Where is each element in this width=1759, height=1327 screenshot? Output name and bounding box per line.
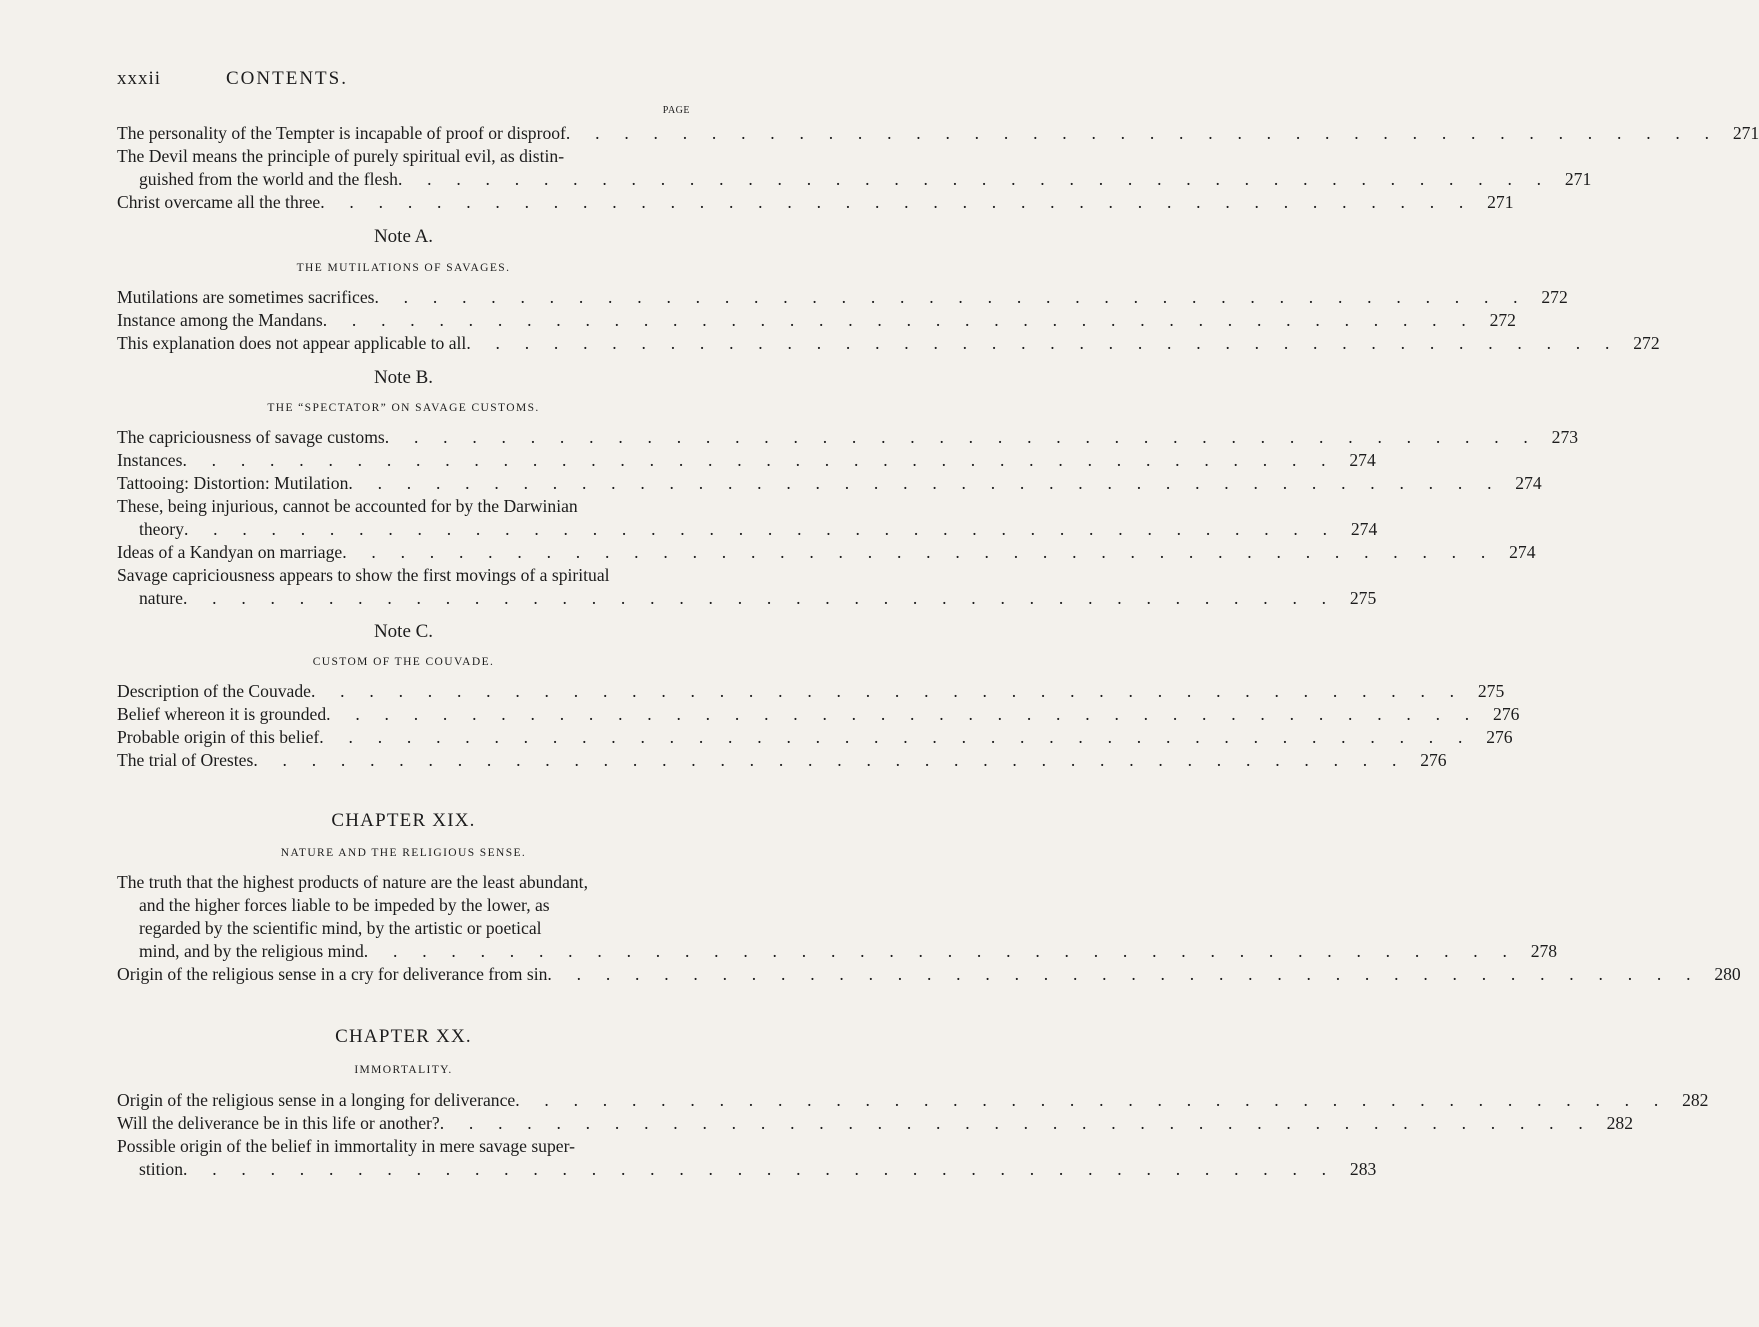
entry-line xyxy=(117,1112,1633,1135)
entry-text: mind, and by the religious mind xyxy=(139,941,364,961)
page-ref: 271 xyxy=(1487,192,1514,212)
entry-line xyxy=(117,332,1660,355)
page-ref: 282 xyxy=(1606,1113,1633,1133)
note-a-heading: Note A. xyxy=(373,226,434,247)
toc-entry xyxy=(117,495,1378,541)
page-ref: 282 xyxy=(1682,1090,1709,1110)
chapter-19-heading: CHAPTER XIX. xyxy=(331,810,476,831)
entry-line xyxy=(117,963,1741,986)
page-ref: 274 xyxy=(1349,450,1376,470)
toc-entry xyxy=(117,286,1568,309)
dot-leader: . . . . . . . . . . . . . . . . . . . . . . . . . . . . . . . . . . . . . . . . xyxy=(397,169,1552,189)
entry-line xyxy=(117,1089,1709,1112)
toc-entry xyxy=(117,1089,1709,1112)
toc-entry xyxy=(117,449,1376,472)
toc-entry xyxy=(117,564,1377,610)
page-number: xxxii xyxy=(117,68,162,89)
entry-text: Description of the Couvade xyxy=(117,681,311,701)
entry-text: guished from the world and the flesh xyxy=(139,169,398,189)
entry-text: Ideas of a Kandyan on marriage xyxy=(117,542,343,562)
dot-leader: . . . . . . . . . . . . . . . . . . . . . . . . . . . . . . . . . . . . . . . . xyxy=(342,542,1496,562)
entry-line xyxy=(117,122,1759,145)
entry-text: The trial of Orestes xyxy=(117,750,254,770)
dot-leader: . . . . . . . . . . . . . . . . . . . . . . . . . . . . . . . . . . . . . . . . xyxy=(310,681,1465,701)
entry-line xyxy=(117,587,1377,610)
page-column-label: PAGE xyxy=(662,105,690,116)
page-ref: 274 xyxy=(1350,519,1378,539)
entry-line xyxy=(117,518,1378,541)
entry-text: Instance among the Mandans xyxy=(117,310,323,330)
page-ref: 276 xyxy=(1493,704,1520,724)
dot-leader: . . . . . . . . . . . . . . . . . . . . . . . . . . . . . . . . . . . . . . . . xyxy=(322,310,1476,330)
toc-entry xyxy=(117,703,1520,726)
entry-text: regarded by the scientific mind, by the artistic or poetical xyxy=(139,918,542,938)
dot-leader: . . . . . . . . . . . . . . . . . . . . . . . . . . . . . . . . . . . . . . . . xyxy=(183,1159,1337,1179)
toc-entry xyxy=(117,332,1660,355)
entry-line xyxy=(117,449,1376,472)
toc-entry xyxy=(117,749,1447,772)
note-a-subheading: THE MUTILATIONS OF SAVAGES. xyxy=(296,262,511,274)
dot-leader: . . . . . . . . . . . . . . . . . . . . . . . . . . . . . . . . . . . . . . . . xyxy=(439,1113,1593,1133)
entry-line xyxy=(117,426,1579,449)
entry-text: Mutilations are sometimes sacrifices xyxy=(117,287,375,307)
running-title: CONTENTS. xyxy=(226,68,348,89)
entry-text: stition xyxy=(139,1159,183,1179)
entry-line xyxy=(117,940,1558,963)
toc-entry xyxy=(117,145,1592,191)
entry-text: Savage capriciousness appears to show the first movings of a spiritual xyxy=(117,565,610,585)
dot-leader: . . . . . . . . . . . . . . . . . . . . . . . . . . . . . . . . . . . . . . . . xyxy=(253,750,1407,770)
entry-text: Possible origin of the belief in immortality in mere savage super- xyxy=(117,1136,575,1156)
dot-leader: . . . . . . . . . . . . . . . . . . . . . . . . . . . . . . . . . . . . . . . . xyxy=(182,588,1337,608)
page-ref: 272 xyxy=(1489,310,1516,330)
toc-entry xyxy=(117,472,1542,495)
entry-line xyxy=(117,191,1514,214)
entry-text: Christ overcame all the three xyxy=(117,192,321,212)
dot-leader: . . . . . . . . . . . . . . . . . . . . . . . . . . . . . . . . . . . . . . . . xyxy=(384,427,1539,447)
chapter-20-subheading: IMMORTALITY. xyxy=(354,1064,453,1076)
toc-entry xyxy=(117,871,1558,963)
dot-leader: . . . . . . . . . . . . . . . . . . . . . . . . . . . . . . . . . . . . . . . . xyxy=(320,192,1474,212)
toc-entry xyxy=(117,122,1759,145)
entry-text: Probable origin of this belief xyxy=(117,727,320,747)
dot-leader: . . . . . . . . . . . . . . . . . . . . . . . . . . . . . . . . . . . . . . . . xyxy=(319,727,1473,747)
dot-leader: . . . . . . . . . . . . . . . . . . . . . . . . . . . . . . . . . . . . . . . . xyxy=(547,964,1701,984)
note-b-subheading: THE “SPECTATOR” ON SAVAGE CUSTOMS. xyxy=(267,402,540,414)
note-c-subheading: CUSTOM OF THE COUVADE. xyxy=(312,656,495,668)
entry-text: Will the deliverance be in this life or another? xyxy=(117,1113,440,1133)
dot-leader: . . . . . . . . . . . . . . . . . . . . . . . . . . . . . . . . . . . . . . . . xyxy=(363,941,1518,961)
entry-text: Belief whereon it is grounded xyxy=(117,704,327,724)
entry-text: Instances xyxy=(117,450,183,470)
entry-line xyxy=(117,309,1516,332)
entry-text: theory xyxy=(139,519,184,539)
entry-text: Origin of the religious sense in a longing for deliverance xyxy=(117,1090,516,1110)
toc-entry xyxy=(117,541,1536,564)
page-ref: 272 xyxy=(1541,287,1568,307)
entry-line xyxy=(117,726,1513,749)
page-ref: 271 xyxy=(1564,169,1592,189)
page-ref: 283 xyxy=(1349,1159,1377,1179)
page-ref: 272 xyxy=(1633,333,1660,353)
page-ref: 274 xyxy=(1509,542,1536,562)
page-ref: 273 xyxy=(1551,427,1579,447)
entry-text: Tattooing: Distortion: Mutilation xyxy=(117,473,349,493)
entry-text: nature xyxy=(139,588,183,608)
page-ref: 275 xyxy=(1349,588,1377,608)
entry-line xyxy=(117,1158,1377,1181)
page-ref: 275 xyxy=(1477,681,1505,701)
page-ref: 271 xyxy=(1732,123,1759,143)
page-ref: 278 xyxy=(1530,941,1558,961)
page-ref: 276 xyxy=(1420,750,1447,770)
toc-entry xyxy=(117,191,1514,214)
entry-line xyxy=(117,749,1447,772)
entry-text: The personality of the Tempter is incapable of proof or disproof xyxy=(117,123,566,143)
entry-text: The capriciousness of savage customs xyxy=(117,427,385,447)
page-ref: 280 xyxy=(1714,964,1741,984)
toc-entry xyxy=(117,726,1513,749)
note-b-heading: Note B. xyxy=(373,367,434,388)
entry-text: These, being injurious, cannot be accounted for by the Darwinian xyxy=(117,496,578,516)
dot-leader: . . . . . . . . . . . . . . . . . . . . . . . . . . . . . . . . . . . . . . . . xyxy=(565,123,1720,143)
entry-text: This explanation does not appear applicable to all xyxy=(117,333,467,353)
entry-text: Origin of the religious sense in a cry for deliverance from sin xyxy=(117,964,548,984)
entry-line xyxy=(117,168,1592,191)
entry-line xyxy=(117,680,1505,703)
toc-entry xyxy=(117,680,1505,703)
page-ref: 274 xyxy=(1515,473,1542,493)
page-ref: 276 xyxy=(1486,727,1513,747)
entry-line xyxy=(117,703,1520,726)
entry-text: The truth that the highest products of nature are the least abundant, xyxy=(117,872,588,892)
dot-leader: . . . . . . . . . . . . . . . . . . . . . . . . . . . . . . . . . . . . . . . . xyxy=(326,704,1480,724)
toc-entry xyxy=(117,426,1579,449)
dot-leader: . . . . . . . . . . . . . . . . . . . . . . . . . . . . . . . . . . . . . . . . xyxy=(183,519,1338,539)
dot-leader: . . . . . . . . . . . . . . . . . . . . . . . . . . . . . . . . . . . . . . . . xyxy=(182,450,1336,470)
entry-line xyxy=(117,541,1536,564)
chapter-20-heading: CHAPTER XX. xyxy=(335,1026,472,1047)
toc-entry xyxy=(117,1135,1377,1181)
dot-leader: . . . . . . . . . . . . . . . . . . . . . . . . . . . . . . . . . . . . . . . . xyxy=(374,287,1528,307)
dot-leader: . . . . . . . . . . . . . . . . . . . . . . . . . . . . . . . . . . . . . . . . xyxy=(348,473,1502,493)
dot-leader: . . . . . . . . . . . . . . . . . . . . . . . . . . . . . . . . . . . . . . . . xyxy=(466,333,1620,353)
toc-entry xyxy=(117,963,1741,986)
chapter-19-subheading: NATURE AND THE RELIGIOUS SENSE. xyxy=(280,847,527,859)
note-c-heading: Note C. xyxy=(373,621,434,642)
toc-entry xyxy=(117,309,1516,332)
entry-line xyxy=(117,472,1542,495)
entry-text: The Devil means the principle of purely spiritual evil, as distin- xyxy=(117,146,565,166)
toc-entry xyxy=(117,1112,1633,1135)
entry-line xyxy=(117,286,1568,309)
dot-leader: . . . . . . . . . . . . . . . . . . . . . . . . . . . . . . . . . . . . . . . . xyxy=(515,1090,1669,1110)
entry-text: and the higher forces liable to be impeded by the lower, as xyxy=(139,895,550,915)
